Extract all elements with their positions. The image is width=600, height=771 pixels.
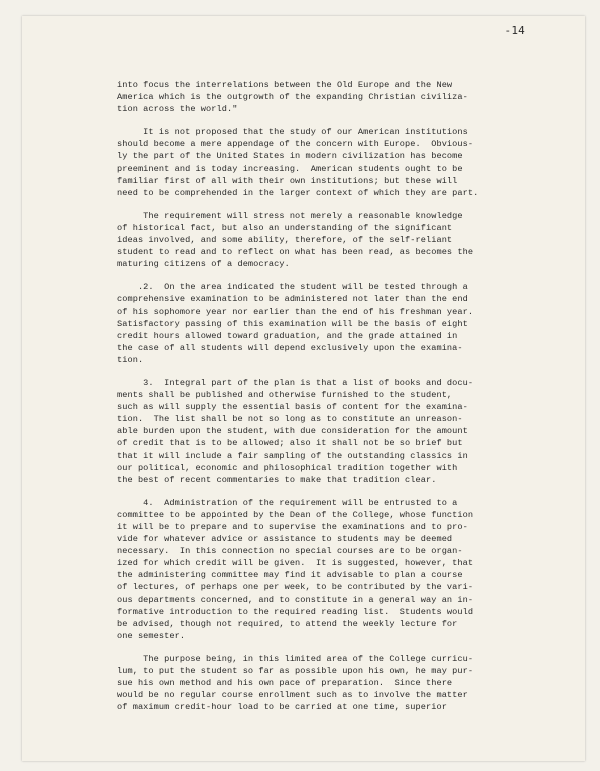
text-line: America which is the outgrowth of the expanding Christian civiliza-: [117, 92, 468, 103]
text-line: would be no regular course enrollment such as to involve the matter: [117, 690, 468, 701]
text-line: able burden upon the student, with due consideration for the amount: [117, 426, 468, 437]
text-line: 4. Administration of the requirement will be entrusted to a: [117, 497, 458, 508]
text-line: tion. The list shall be not so long as to constitute an unreason-: [117, 414, 463, 425]
text-line: such as will supply the essential basis of content for the examina-: [117, 402, 468, 413]
text-line: formative introduction to the required reading list. Students would: [117, 606, 474, 617]
text-line: of lectures, of perhaps one per week, to be contributed by the vari-: [117, 582, 474, 593]
paragraph-requirement: [117, 210, 532, 270]
text-line: ideas involved, and some ability, therefore, of the self-reliant: [117, 235, 453, 246]
text-line: credit hours allowed toward graduation, and the grade attained in: [117, 330, 458, 341]
paragraph-item-2: [117, 281, 532, 366]
text-line: into focus the interrelations between the Old Europe and the New: [117, 80, 453, 90]
text-line: ized for which credit will be given. It is suggested, however, that: [117, 558, 474, 569]
text-line: ous departments concerned, and to constitute in a general way an in-: [117, 594, 474, 605]
text-line: tion across the world.": [117, 104, 238, 115]
text-line: Satisfactory passing of this examination will be the basis of eight: [117, 318, 468, 329]
paragraph-purpose: [117, 653, 532, 713]
text-line: comprehensive examination to be administered not later than the end: [117, 294, 468, 305]
text-line: one semester.: [117, 630, 186, 641]
text-line: student to read and to reflect on what has been read, as becomes the: [117, 247, 474, 258]
paragraph-quote-ending: [117, 79, 532, 115]
text-line: The requirement will stress not merely a reasonable knowledge: [117, 210, 463, 221]
text-line: that it will include a fair sampling of the outstanding classics in: [117, 450, 468, 461]
text-line: It is not proposed that the study of our American institutions: [117, 127, 468, 138]
text-line: the administering committee may find it advisable to plan a course: [117, 570, 463, 581]
text-line: preeminent and is today increasing. American students ought to be: [117, 163, 463, 174]
paragraph-american-institutions: [117, 126, 532, 199]
text-line: of historical fact, but also an understanding of the significant: [117, 222, 453, 233]
text-line: sue his own method and his own pace of preparation. Since there: [117, 678, 453, 689]
text-line: necessary. In this connection no special courses are to be organ-: [117, 546, 463, 557]
text-line: ly the part of the United States in modern civilization has become: [117, 151, 463, 162]
text-line: .2. On the area indicated the student will be tested through a: [117, 282, 468, 293]
text-line: the best of recent commentaries to make that tradition clear.: [117, 474, 437, 485]
text-line: committee to be appointed by the Dean of the College, whose function: [117, 509, 474, 520]
text-line: The purpose being, in this limited area of the College curricu-: [117, 653, 474, 664]
text-line: be advised, though not required, to attend the weekly lecture for: [117, 618, 458, 629]
text-line: familiar first of all with their own institutions; but these will: [117, 175, 458, 186]
text-line: 3. Integral part of the plan is that a list of books and docu-: [117, 377, 474, 388]
paragraph-item-4: [117, 497, 532, 642]
text-line: need to be comprehended in the larger context of which they are part.: [117, 187, 479, 198]
text-line: it will be to prepare and to supervise the examinations and to pro-: [117, 522, 468, 532]
text-line: should become a mere appendage of the concern with Europe. Obvious-: [117, 139, 474, 150]
text-line: the case of all students will depend exclusively upon the examina-: [117, 342, 463, 353]
text-line: of his sophomore year nor earlier than the end of his freshman year.: [117, 306, 474, 317]
text-line: lum, to put the student so far as possible upon his own, he may pur-: [117, 666, 474, 677]
text-line: tion.: [117, 354, 144, 365]
text-line: ments shall be published and otherwise furnished to the student,: [117, 390, 453, 401]
document-page: [22, 16, 585, 761]
paragraph-item-3: [117, 377, 532, 486]
text-line: of credit that is to be allowed; also it shall not be so brief but: [117, 438, 463, 449]
text-line: vide for whatever advice or assistance to students may be deemed: [117, 534, 453, 545]
text-line: our political, economic and philosophical tradition together with: [117, 462, 458, 473]
text-line: maturing citizens of a democracy.: [117, 259, 290, 270]
document-body: [117, 79, 532, 724]
text-line: of maximum credit-hour load to be carried at one time, superior: [117, 702, 447, 713]
page-number: -14: [504, 24, 525, 37]
